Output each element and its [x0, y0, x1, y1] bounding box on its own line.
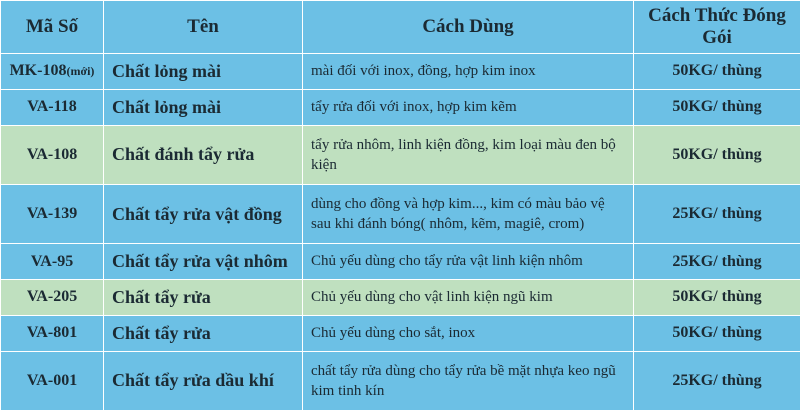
cell-usage: Chủ yếu dùng cho vật linh kiện ngũ kim	[303, 280, 634, 316]
table-body	[1, 54, 800, 411]
table-row	[1, 89, 800, 125]
cell-code	[1, 89, 104, 125]
cell-name: Chất tẩy rửa vật nhôm	[104, 244, 303, 280]
table-row	[1, 54, 800, 90]
cell-usage: tẩy rửa nhôm, linh kiện đồng, kim loại màu đen bộ kiện	[303, 125, 634, 184]
cell-code	[1, 184, 104, 243]
cell-code	[1, 280, 104, 316]
cell-packaging: 50KG/ thùng	[634, 315, 800, 351]
cell-name: Chất lỏng mài	[104, 89, 303, 125]
cell-packaging: 50KG/ thùng	[634, 89, 800, 125]
code-value: VA-801	[26, 324, 78, 342]
cell-name: Chất tẩy rửa vật đồng	[104, 184, 303, 243]
code-value: MK-108	[9, 62, 67, 80]
table-row	[1, 184, 800, 243]
code-suffix: (mới)	[66, 64, 95, 79]
cell-packaging: 50KG/ thùng	[634, 125, 800, 184]
cell-usage: Chủ yếu dùng cho sắt, inox	[303, 315, 634, 351]
cell-packaging: 50KG/ thùng	[634, 280, 800, 316]
column-header-packaging: Cách Thức Đóng Gói	[634, 1, 800, 54]
cell-usage: Chủ yếu dùng cho tẩy rửa vật linh kiện nhôm	[303, 244, 634, 280]
cell-name: Chất đánh tẩy rửa	[104, 125, 303, 184]
code-value: VA-118	[27, 98, 77, 116]
table-row	[1, 125, 800, 184]
cell-code	[1, 315, 104, 351]
table-row	[1, 280, 800, 316]
cell-code	[1, 54, 104, 90]
code-value: VA-95	[30, 252, 74, 270]
table-row	[1, 351, 800, 410]
cell-usage: mài đối với inox, đồng, hợp kim inox	[303, 54, 634, 90]
cell-code	[1, 125, 104, 184]
code-value: VA-139	[26, 205, 78, 223]
table-row	[1, 244, 800, 280]
cell-packaging: 25KG/ thùng	[634, 351, 800, 410]
cell-name: Chất tẩy rửa dầu khí	[104, 351, 303, 410]
cell-name: Chất lỏng mài	[104, 54, 303, 90]
column-header-code: Mã Số	[1, 1, 104, 54]
code-value: VA-001	[26, 371, 78, 389]
column-header-name: Tên	[104, 1, 303, 54]
table-row	[1, 315, 800, 351]
column-header-usage: Cách Dùng	[303, 1, 634, 54]
table-header	[1, 1, 800, 54]
cell-usage: tẩy rửa đối với inox, hợp kim kẽm	[303, 89, 634, 125]
cell-code	[1, 351, 104, 410]
cell-packaging: 25KG/ thùng	[634, 184, 800, 243]
cell-usage: chất tẩy rửa dùng cho tẩy rửa bề mặt nhựa keo ngũ kim tinh kín	[303, 351, 634, 410]
cell-usage: dùng cho đồng và hợp kim..., kim có màu bảo vệ sau khi đánh bóng( nhôm, kẽm, magiê, crom)	[303, 184, 634, 243]
table-header-row	[1, 1, 800, 54]
cell-packaging: 25KG/ thùng	[634, 244, 800, 280]
cell-name: Chất tẩy rửa	[104, 315, 303, 351]
code-value: VA-205	[26, 288, 78, 306]
cell-name: Chất tẩy rửa	[104, 280, 303, 316]
code-value: VA-108	[26, 145, 78, 163]
cell-packaging: 50KG/ thùng	[634, 54, 800, 90]
cell-code	[1, 244, 104, 280]
